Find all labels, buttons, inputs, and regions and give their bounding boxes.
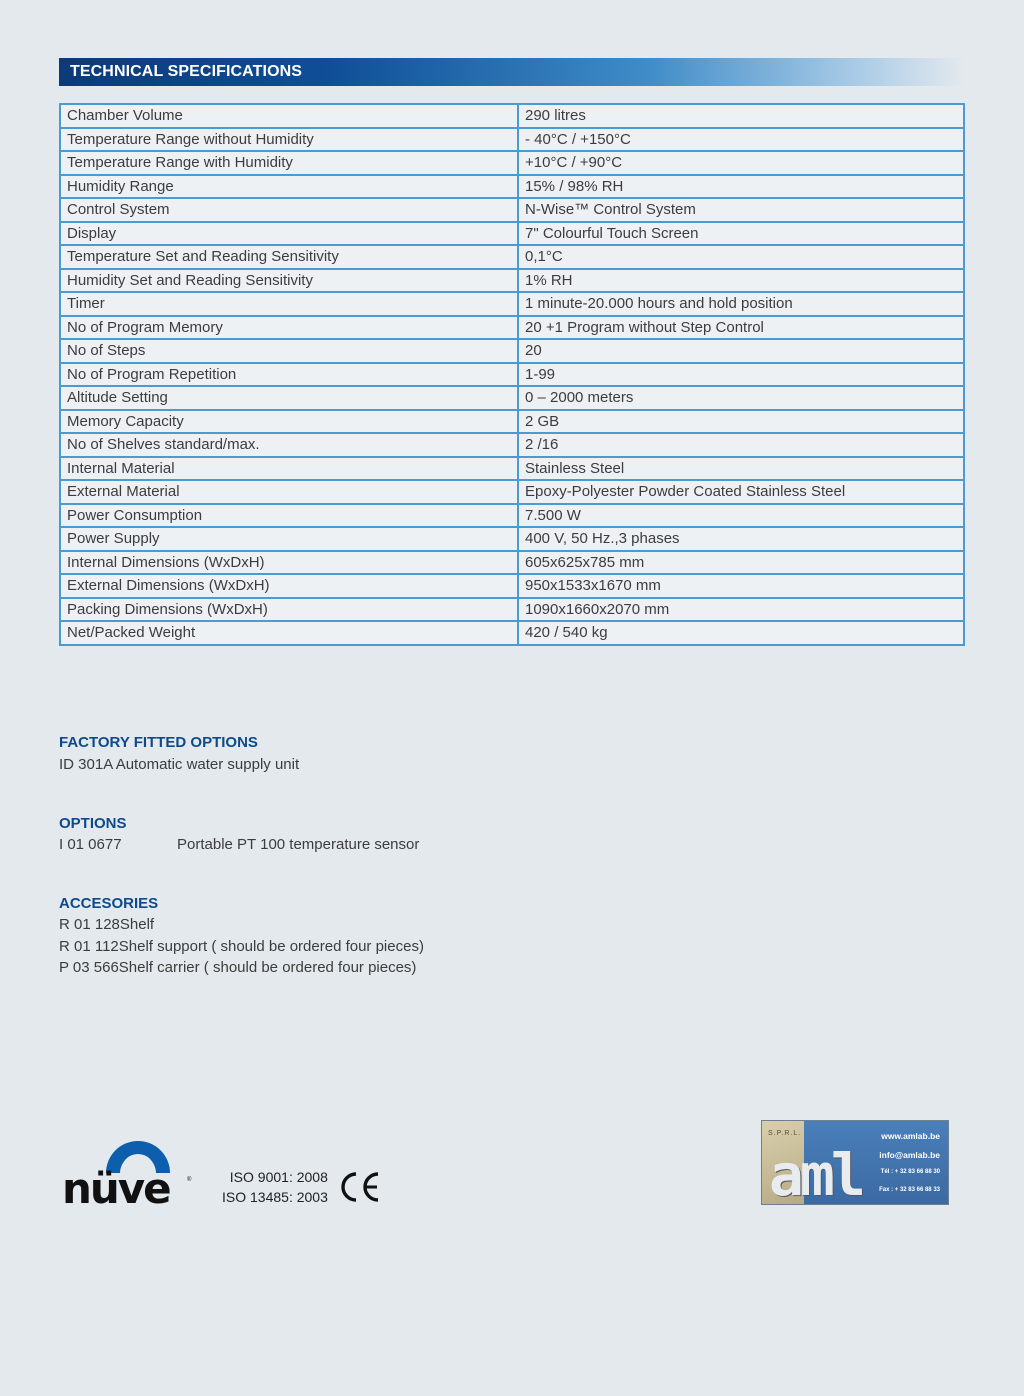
- spec-label: Chamber Volume: [60, 104, 518, 128]
- spec-value: 290 litres: [518, 104, 964, 128]
- spec-label: External Dimensions (WxDxH): [60, 574, 518, 598]
- dealer-fax: Fax : + 32 83 66 88 33: [879, 1187, 940, 1193]
- table-row: [60, 198, 964, 222]
- table-row: [60, 386, 964, 410]
- svg-text:nüve: nüve: [62, 1164, 170, 1210]
- spec-value: 0,1°C: [518, 245, 964, 269]
- spec-label: Control System: [60, 198, 518, 222]
- table-row: [60, 245, 964, 269]
- table-row: [60, 457, 964, 481]
- option-code: I 01 0677: [59, 836, 122, 853]
- spec-value: 1% RH: [518, 269, 964, 293]
- table-row: [60, 269, 964, 293]
- table-row: [60, 621, 964, 645]
- spec-label: Temperature Range with Humidity: [60, 151, 518, 175]
- table-row: [60, 363, 964, 387]
- ce-mark-icon: [338, 1170, 382, 1204]
- dealer-sprl: S.P.R.L.: [768, 1130, 802, 1137]
- spec-value: 420 / 540 kg: [518, 621, 964, 645]
- factory-options-text: ID 301A Automatic water supply unit: [59, 756, 300, 773]
- spec-label: Altitude Setting: [60, 386, 518, 410]
- table-row: [60, 433, 964, 457]
- spec-label: Humidity Range: [60, 175, 518, 199]
- table-row: [60, 175, 964, 199]
- spec-label: Net/Packed Weight: [60, 621, 518, 645]
- nuve-logo: [60, 1115, 195, 1210]
- iso-9001: ISO 9001: 2008: [229, 1169, 328, 1185]
- spec-label: Power Supply: [60, 527, 518, 551]
- table-row: [60, 598, 964, 622]
- spec-value: 7.500 W: [518, 504, 964, 528]
- dealer-logo-text: aml: [769, 1141, 862, 1205]
- accessory-item: [59, 959, 416, 976]
- spec-value: 2 GB: [518, 410, 964, 434]
- table-row: [60, 504, 964, 528]
- table-row: [60, 292, 964, 316]
- spec-label: No of Program Repetition: [60, 363, 518, 387]
- accessory-item: [59, 916, 154, 933]
- dealer-email: info@amlab.be: [879, 1150, 940, 1160]
- iso-13485: ISO 13485: 2003: [222, 1189, 328, 1205]
- spec-label: No of Shelves standard/max.: [60, 433, 518, 457]
- spec-value: 1 minute-20.000 hours and hold position: [518, 292, 964, 316]
- accessory-description: Shelf: [119, 916, 155, 933]
- spec-value: - 40°C / +150°C: [518, 128, 964, 152]
- accessory-item: [59, 938, 424, 955]
- accessory-description: Shelf carrier ( should be ordered four pieces): [118, 959, 417, 976]
- table-row: [60, 316, 964, 340]
- spec-value: Epoxy-Polyester Powder Coated Stainless Steel: [518, 480, 964, 504]
- accessory-code: R 01 128: [59, 916, 120, 933]
- spec-value: 15% / 98% RH: [518, 175, 964, 199]
- spec-label: No of Program Memory: [60, 316, 518, 340]
- table-row: [60, 480, 964, 504]
- accessory-code: R 01 112: [59, 938, 119, 955]
- table-row: [60, 551, 964, 575]
- table-row: [60, 151, 964, 175]
- section-title: TECHNICAL SPECIFICATIONS: [70, 63, 303, 80]
- table-row: [60, 339, 964, 363]
- spec-label: Memory Capacity: [60, 410, 518, 434]
- factory-options-title: FACTORY FITTED OPTIONS: [59, 734, 258, 751]
- spec-label: Power Consumption: [60, 504, 518, 528]
- table-row: [60, 104, 964, 128]
- spec-label: External Material: [60, 480, 518, 504]
- spec-value: +10°C / +90°C: [518, 151, 964, 175]
- options-title: OPTIONS: [59, 815, 127, 832]
- spec-label: Internal Material: [60, 457, 518, 481]
- spec-value: 2 /16: [518, 433, 964, 457]
- spec-label: Display: [60, 222, 518, 246]
- option-description: Portable PT 100 temperature sensor: [177, 836, 420, 853]
- spec-label: Temperature Set and Reading Sensitivity: [60, 245, 518, 269]
- spec-label: Packing Dimensions (WxDxH): [60, 598, 518, 622]
- spec-label: Timer: [60, 292, 518, 316]
- iso-certifications: [222, 1167, 328, 1207]
- table-row: [60, 222, 964, 246]
- spec-value: N-Wise™ Control System: [518, 198, 964, 222]
- section-banner: [59, 58, 965, 86]
- spec-value: 400 V, 50 Hz.,3 phases: [518, 527, 964, 551]
- dealer-tel: Tél : + 32 83 66 88 30: [880, 1169, 940, 1175]
- accessories-title: ACCESORIES: [59, 895, 159, 912]
- table-row: [60, 128, 964, 152]
- spec-value: 950x1533x1670 mm: [518, 574, 964, 598]
- spec-label: Humidity Set and Reading Sensitivity: [60, 269, 518, 293]
- spec-value: 0 – 2000 meters: [518, 386, 964, 410]
- accessory-description: Shelf support ( should be ordered four pieces): [118, 938, 424, 955]
- spec-label: Internal Dimensions (WxDxH): [60, 551, 518, 575]
- spec-value: 7" Colourful Touch Screen: [518, 222, 964, 246]
- table-row: [60, 410, 964, 434]
- spec-value: Stainless Steel: [518, 457, 964, 481]
- dealer-website: www.amlab.be: [881, 1131, 940, 1141]
- spec-value: 20 +1 Program without Step Control: [518, 316, 964, 340]
- table-row: [60, 574, 964, 598]
- spec-label: Temperature Range without Humidity: [60, 128, 518, 152]
- spec-value: 1-99: [518, 363, 964, 387]
- spec-value: 20: [518, 339, 964, 363]
- spec-value: 1090x1660x2070 mm: [518, 598, 964, 622]
- accessory-code: P 03 566: [59, 959, 119, 976]
- table-row: [60, 527, 964, 551]
- spec-table: [59, 103, 965, 646]
- spec-value: 605x625x785 mm: [518, 551, 964, 575]
- svg-text:®: ®: [187, 1177, 192, 1183]
- dealer-logo: [761, 1120, 949, 1205]
- spec-label: No of Steps: [60, 339, 518, 363]
